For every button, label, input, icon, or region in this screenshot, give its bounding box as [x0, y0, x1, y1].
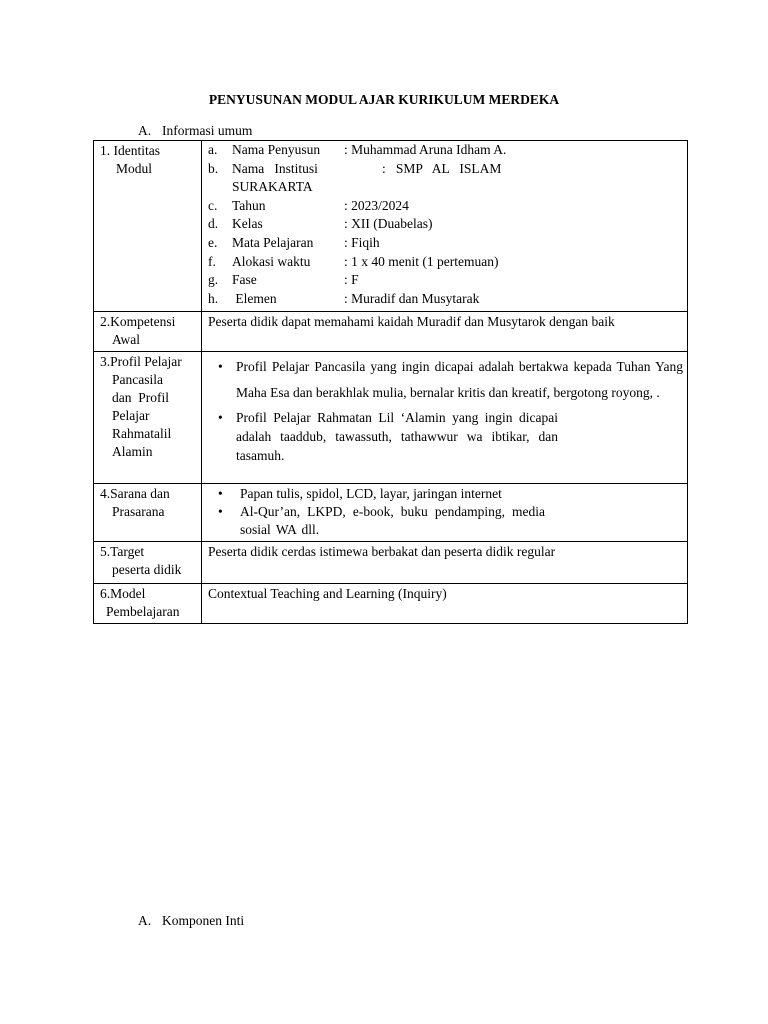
row-label-line: 5.Target	[100, 544, 145, 559]
profil-details	[202, 352, 688, 484]
table-row-target	[94, 542, 688, 584]
sarana-details	[202, 484, 688, 542]
list-item: • Profil Pelajar Pancasila yang ingin dicapai adalah bertakwa kepada Tuhan Yang Maha Esa dan berakhlak mulia, bernalar kritis dan kreatif, bergotong royong, .	[208, 354, 683, 406]
row-label-line: dan Profil	[112, 390, 169, 405]
row-label-sarana	[94, 484, 202, 542]
page-title: PENYUSUNAN MODUL AJAR KURIKULUM MERDEKA	[208, 92, 560, 107]
item-value: : Fiqih	[344, 234, 380, 250]
table-row-profil	[94, 352, 688, 484]
item-letter: b.	[208, 160, 219, 176]
item-letter: d.	[208, 216, 219, 232]
row-label-line: Prasarana	[112, 504, 165, 519]
section-label: Informasi umum	[162, 123, 253, 138]
informasi-umum-table	[93, 140, 688, 624]
item-value: : XII (Duabelas)	[344, 216, 433, 232]
section-number: A.	[138, 123, 152, 138]
table-row-sarana	[94, 484, 688, 542]
item-value: : Muhammad Aruna Idham A.	[344, 142, 507, 157]
item-value: : F	[344, 272, 359, 288]
row-label-target	[94, 542, 202, 584]
item-letter: g.	[208, 272, 219, 288]
item-letter: f.	[208, 253, 216, 269]
profil-bullet-list	[208, 354, 683, 465]
item-key: Tahun	[232, 197, 266, 213]
item-value: : SMP AL ISLAM	[382, 160, 502, 176]
row-label-model	[94, 584, 202, 624]
list-item: • Papan tulis, spidol, LCD, layar, jaringan internet	[208, 485, 683, 503]
list-item: • Al-Qur’an, LKPD, e-book, buku pendamping, media sosial WA dll.	[208, 503, 545, 539]
row-label-line: peserta didik	[112, 562, 182, 577]
model-text: Contextual Teaching and Learning (Inquiry)	[202, 584, 688, 624]
row-label-kompetensi	[94, 312, 202, 352]
item-letter	[208, 178, 232, 197]
list-item: • Profil Pelajar Rahmatan Lil ‘Alamin yang ingin dicapai adalah taaddub, tawassuth, tathawwur wa ibtikar, dan tasamuh.	[208, 408, 558, 465]
row-label-line: Pembelajaran	[106, 604, 180, 619]
item-key: Elemen	[232, 290, 277, 306]
identitas-details	[202, 141, 688, 312]
item-value: : 2023/2024	[344, 197, 409, 213]
item-key: SURAKARTA	[232, 179, 313, 195]
item-key: Nama Penyusun	[232, 142, 321, 157]
item-key: Fase	[232, 272, 257, 288]
row-label-line: Modul	[116, 161, 153, 176]
section-number: A.	[138, 913, 152, 928]
row-label-line: 6.Model	[100, 586, 146, 601]
item-value: : Muradif dan Musytarak	[344, 290, 480, 306]
identitas-item	[208, 234, 683, 253]
identitas-item	[208, 290, 683, 309]
item-letter: h.	[208, 290, 219, 306]
section-label: Komponen Inti	[162, 913, 245, 928]
item-key: Nama Institusi	[232, 160, 318, 176]
identitas-item	[208, 271, 683, 290]
sarana-bullet-list	[208, 485, 683, 539]
table-row-identitas	[94, 141, 688, 312]
row-label-line: 2.Kompetensi	[100, 314, 176, 329]
kompetensi-text: Peserta didik dapat memahami kaidah Muradif dan Musytarok dengan baik	[202, 312, 688, 352]
row-label-line: 3.Profil Pelajar	[100, 354, 182, 369]
identitas-item	[208, 178, 683, 197]
item-value	[344, 178, 683, 197]
item-letter: a.	[208, 142, 218, 157]
identitas-item	[208, 160, 683, 179]
item-letter: e.	[208, 234, 218, 250]
row-label-line: Alamin	[112, 444, 153, 459]
row-label-profil	[94, 352, 202, 484]
row-label-line: Pelajar	[112, 408, 150, 423]
table-row-kompetensi	[94, 312, 688, 352]
identitas-item	[208, 253, 683, 272]
row-label-line: Pancasila	[112, 372, 163, 387]
item-key: Alokasi waktu	[232, 253, 311, 269]
identitas-item	[208, 197, 683, 216]
item-key: Mata Pelajaran	[232, 234, 314, 250]
item-key: Kelas	[232, 216, 263, 232]
identitas-item	[208, 141, 683, 160]
row-label-line: Awal	[112, 332, 141, 347]
item-value: : 1 x 40 menit (1 pertemuan)	[344, 253, 499, 269]
row-label-identitas	[94, 141, 202, 312]
row-label-line: 4.Sarana dan	[100, 486, 170, 501]
row-label-line: 1. Identitas	[100, 143, 160, 158]
section-heading-informasi-umum	[138, 123, 252, 139]
item-letter: c.	[208, 197, 218, 213]
identitas-item	[208, 215, 683, 234]
section-heading-komponen-inti	[138, 913, 244, 929]
identitas-list	[208, 141, 683, 308]
target-text: Peserta didik cerdas istimewa berbakat dan peserta didik regular	[202, 542, 688, 584]
row-label-line: Rahmatalil	[112, 426, 172, 441]
table-row-model	[94, 584, 688, 624]
